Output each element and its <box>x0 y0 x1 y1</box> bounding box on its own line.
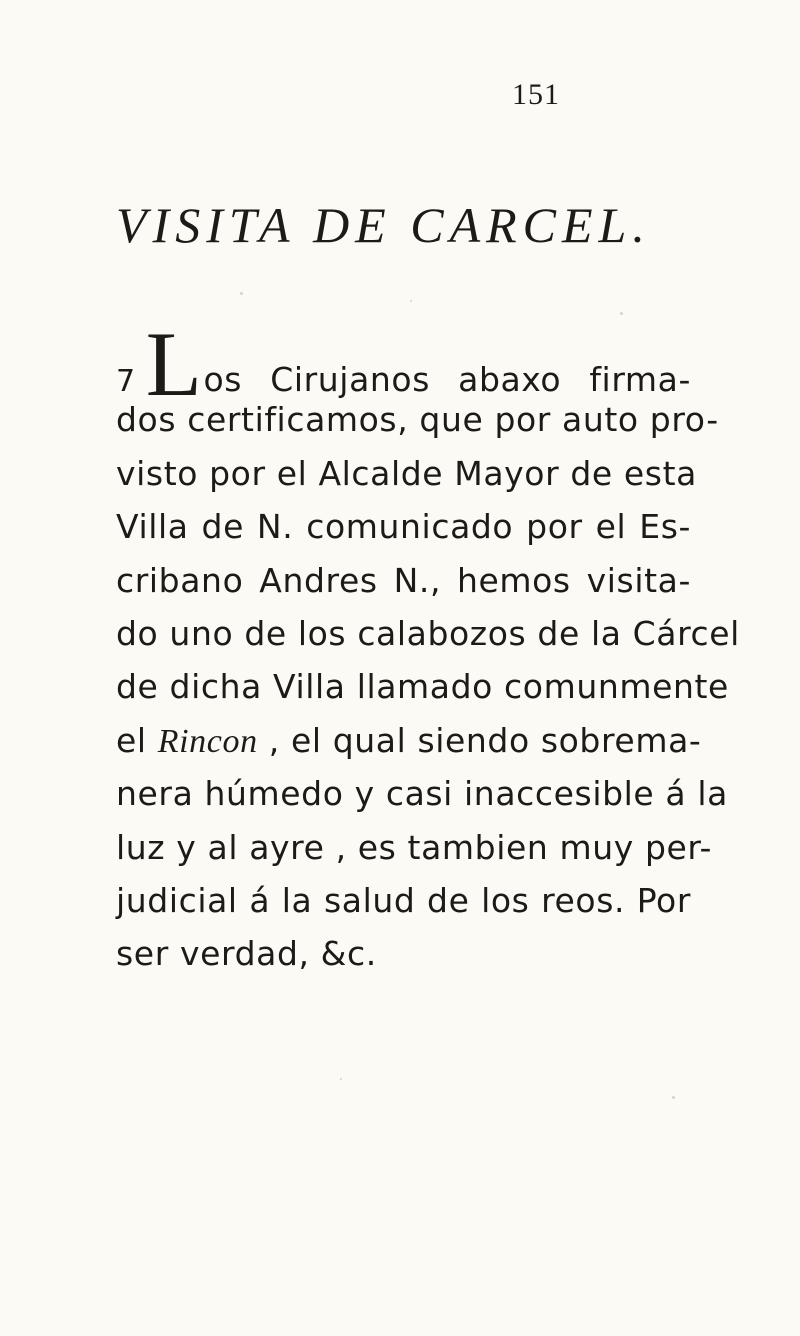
line-text-before: el <box>116 720 158 760</box>
paragraph-line-3: visto por el Alcalde Mayor de esta <box>116 453 697 493</box>
certificate-paragraph <box>116 313 740 981</box>
paper-speck <box>240 292 243 295</box>
form-number: 7 <box>116 364 136 399</box>
section-title: VISITA DE CARCEL. <box>116 197 651 253</box>
paragraph-line-12: ser verdad, &c. <box>116 934 377 974</box>
paper-speck <box>340 1078 342 1080</box>
paragraph-line-11: judicial á la salud de los reos. Por <box>116 880 691 920</box>
line-text-after: , el qual siendo sobrema- <box>257 720 702 760</box>
paragraph-line-10: luz y al ayre , es tambien muy per- <box>116 827 712 867</box>
place-name-italic: Rincon <box>157 722 258 760</box>
drop-cap: L <box>145 313 203 415</box>
line-text: os Cirujanos abaxo firma- <box>203 360 691 399</box>
paper-speck <box>410 300 412 302</box>
paper-speck <box>620 312 623 315</box>
paper-speck <box>672 1096 675 1099</box>
page-number: 151 <box>512 78 560 111</box>
paragraph-line-6: do uno de los calabozos de la Cárcel <box>116 613 740 653</box>
paragraph-line-1 <box>116 313 691 415</box>
paragraph-line-9: nera húmedo y casi inaccesible á la <box>116 774 728 814</box>
paragraph-line-4: Villa de N. comunicado por el Es- <box>116 507 691 547</box>
paragraph-line-2: dos certificamos, que por auto pro- <box>116 400 719 440</box>
paragraph-line-5: cribano Andres N., hemos visita- <box>116 560 691 600</box>
paragraph-line-8 <box>116 714 702 767</box>
paragraph-line-7: de dicha Villa llamado comunmente <box>116 667 729 707</box>
